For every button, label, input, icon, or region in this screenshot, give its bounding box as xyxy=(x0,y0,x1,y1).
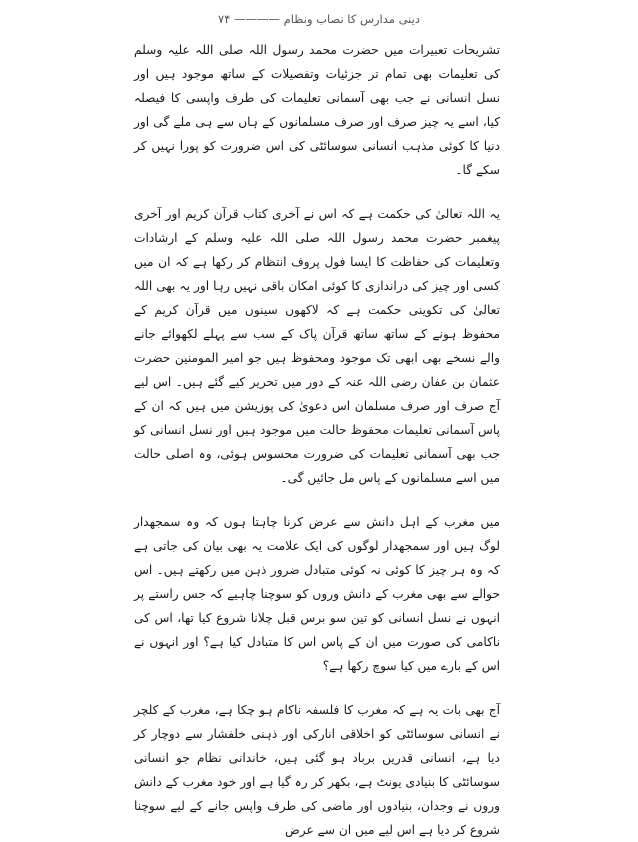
paragraph-1: تشریحات تعبیرات میں حضرت محمد رسول اللہ صلی اللہ علیہ وسلم کی تعلیمات بھی تمام تر جزئیات وتفصیلات کے ساتھ موجود ہیں اور نسل انسانی نے جب بھی آسمانی تعلیمات کی طرف واپسی کا فیصلہ کیا، اسے یہ چیز صرف اور صرف مسلمانوں کے ہاں سے ہی ملے گی اور دنیا کا کوئی مذہب انسانی سوسائٹی کی اس ضرورت کو پورا نہیں کر سکے گا۔ xyxy=(134,43,500,177)
paragraph-4: آج بھی بات یہ ہے کہ مغرب کا فلسفہ ناکام ہو چکا ہے، مغرب کے کلچر نے انسانی سوسائٹی کو اخلاقی انارکی اور ذہنی خلفشار سے دوچار کر دیا ہے، انسانی قدریں برباد ہو گئی ہیں، خاندانی نظام جو انسانی سوسائٹی کا بنیادی یونٹ ہے، بکھر کر رہ گیا ہے اور خود مغرب کے دانش وروں نے وجدان، بنیادوں اور ماضی کی طرف واپس جانے کے لیے سوچنا شروع کر دیا ہے اس لیے میں ان سے عرض xyxy=(134,703,500,837)
page-body xyxy=(134,38,500,842)
paragraph-3: میں مغرب کے اہل دانش سے عرض کرنا چاہتا ہوں کہ وہ سمجھدار لوگ ہیں اور سمجھدار لوگوں کی ایک علامت یہ بھی بیان کی جاتی ہے کہ وہ ہر چیز کا کوئی نہ کوئی متبادل ضرور ذہن میں رکھتے ہیں۔ اس حوالے سے بھی مغرب کے دانش وروں کو سوچنا چاہیے کہ جس راستے پر انہوں نے نسل انسانی کو تین سو برس قبل چلانا شروع کیا تھا، اس کی ناکامی کی صورت میں ان کے پاس اس کا متبادل کیا ہے؟ اور انہوں نے اس کے بارے میں کیا سوچ رکھا ہے؟ xyxy=(134,515,500,673)
paragraph-2: یہ اللہ تعالیٰ کی حکمت ہے کہ اس نے آخری کتاب قرآن کریم اور آخری پیغمبر حضرت محمد رسول اللہ صلی اللہ علیہ وسلم کے ارشادات وتعلیمات کی حفاظت کا ایسا فول پروف انتظام کر رکھا ہے کہ ان میں کسی اور چیز کی دراندازی کا کوئی امکان باقی نہیں رہا اور یہ بھی اللہ تعالیٰ کی تکوینی حکمت ہے کہ لاکھوں سینوں میں قرآن کریم کے محفوظ ہونے کے ساتھ ساتھ قرآن پاک کے سب سے پہلے لکھوائے جانے والے نسخے بھی ابھی تک موجود ومحفوظ ہیں جو امیر المومنین حضرت عثمان بن عفان رضی اللہ عنہ کے دور میں تحریر کیے گئے ہیں۔ اس لیے آج صرف اور صرف مسلمان اس دعویٰ کی پوزیشن میں ہیں کہ ان کے پاس آسمانی تعلیمات محفوظ حالت میں موجود ہیں اور نسل انسانی کو جب بھی آسمانی تعلیمات کی ضرورت محسوس ہوئی، وہ اصلی حالت میں اسے مسلمانوں کے پاس مل جائیں گی۔ xyxy=(134,207,500,485)
page-header: دینی مدارس کا نصاب ونظام ———— ۷۴ xyxy=(218,12,420,26)
